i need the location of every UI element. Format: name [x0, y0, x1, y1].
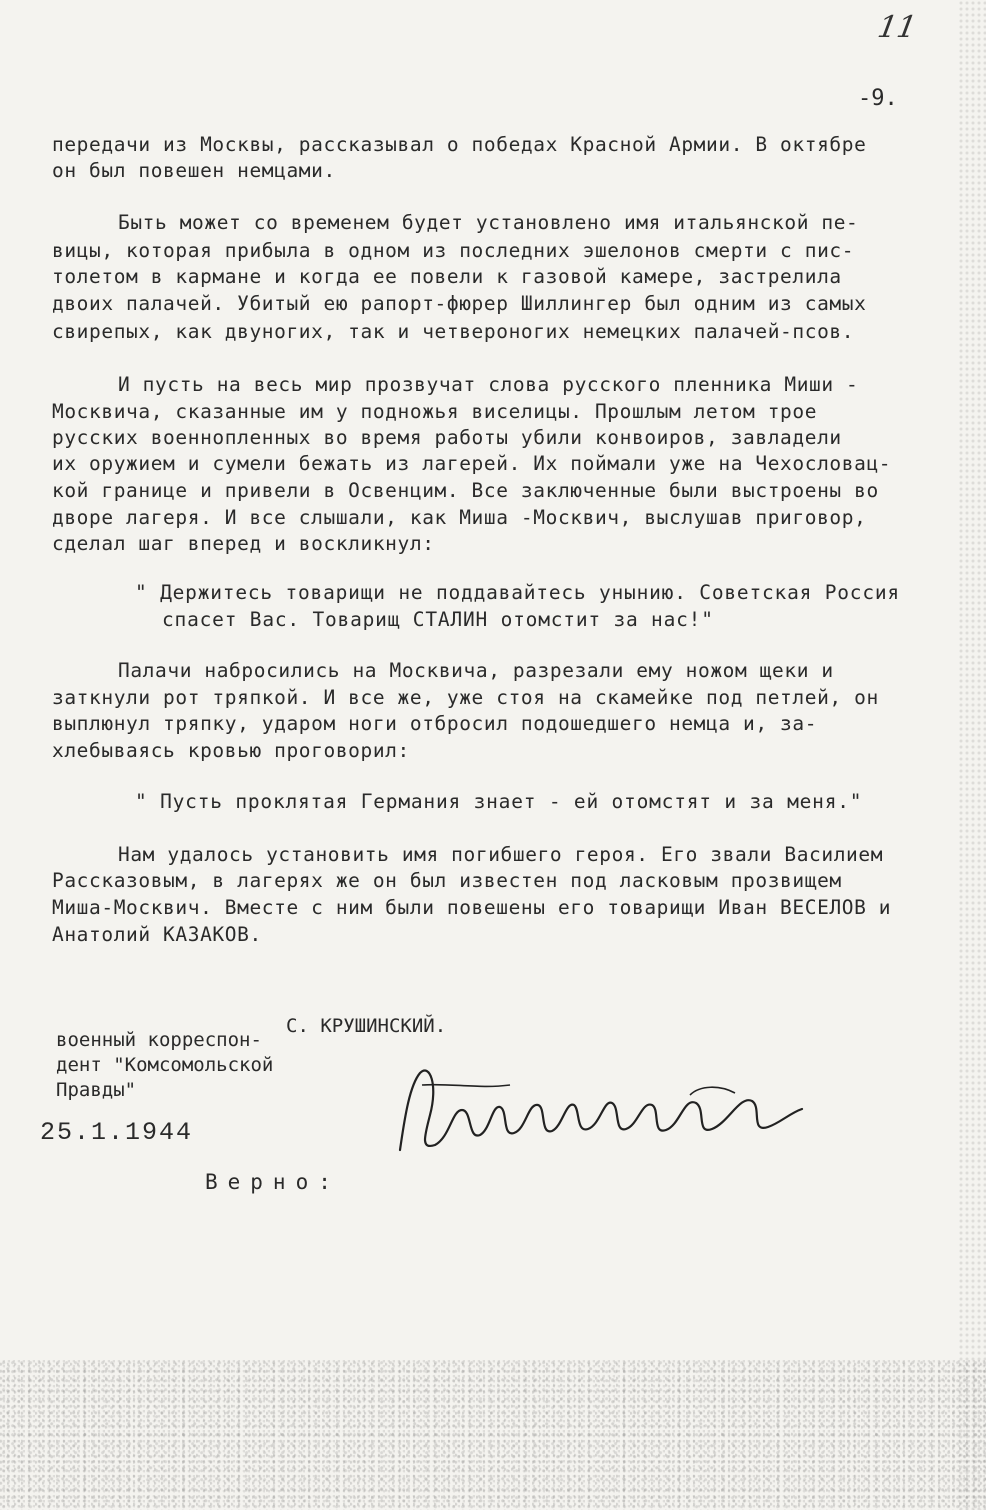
- text-line: двоих палачей. Убитый ею рапорт-фюрер Шиллингер был одним из самых: [52, 292, 867, 315]
- text-line: Миша-Москвич. Вместе с ним были повешены его товарищи Иван ВЕСЕЛОВ и: [52, 896, 892, 919]
- text-line: Рассказовым, в лагерях же он был известен под ласковым прозвищем: [52, 869, 842, 892]
- text-line: Палачи набросились на Москвича, разрезали ему ножом щеки и: [118, 659, 834, 682]
- text-line: Москвича, сказанные им у подножья виселицы. Прошлым летом трое: [52, 400, 818, 423]
- text-line: свирепых, как двуногих, так и четвероногих немецких палачей-псов.: [52, 320, 855, 343]
- scan-bottom-noise: [0, 1360, 986, 1510]
- text-line: Быть может со временем будет установлено имя итальянской пе-: [118, 211, 859, 234]
- author-position-line: военный корреспон-: [56, 1029, 262, 1051]
- text-line: их оружием и сумели бежать из лагерей. Их поймали уже на Чехословац-: [52, 452, 892, 475]
- text-line: вицы, которая прибыла в одном из последних эшелонов смерти с пис-: [52, 239, 855, 262]
- text-line: Нам удалось установить имя погибшего героя. Его звали Василием: [118, 843, 884, 866]
- text-line: он был повешен немцами.: [52, 159, 336, 182]
- text-line: русских военнопленных во время работы убили конвоиров, завладели: [52, 426, 842, 449]
- text-line: хлебываясь кровью проговорил:: [52, 739, 410, 762]
- text-line: дворе лагеря. И все слышали, как Миша -Москвич, выслушав приговор,: [52, 506, 867, 529]
- document-date: 25.1.1944: [40, 1118, 194, 1147]
- text-line: кой границе и привели в Освенцим. Все заключенные были выстроены во: [52, 479, 879, 502]
- handwritten-signature: [390, 1055, 810, 1165]
- quote-line: " Держитесь товарищи не поддавайтесь унынию. Советская Россия: [135, 581, 900, 604]
- text-line: толетом в кармане и когда ее повели к газовой камере, застрелила: [52, 265, 842, 288]
- quote-line: спасет Вас. Товарищ СТАЛИН отомстит за нас!": [162, 608, 714, 631]
- author-position-line: дент "Комсомольской: [56, 1054, 274, 1076]
- certification-label: Верно:: [205, 1170, 341, 1194]
- folio-mark: 11: [874, 10, 920, 45]
- page-number: -9.: [858, 86, 898, 111]
- author-name: С. КРУШИНСКИЙ.: [286, 1015, 447, 1037]
- scan-edge-noise: [958, 0, 986, 1510]
- text-line: выплюнул тряпку, ударом ноги отбросил подошедшего немца и, за-: [52, 712, 818, 735]
- text-line: передачи из Москвы, рассказывал о победах Красной Армии. В октябре: [52, 133, 867, 156]
- author-position-line: Правды": [56, 1079, 137, 1101]
- text-line: заткнули рот тряпкой. И все же, уже стоя на скамейке под петлей, он: [52, 686, 879, 709]
- text-line: сделал шаг вперед и воскликнул:: [52, 532, 435, 555]
- text-line: Анатолий КАЗАКОВ.: [52, 923, 262, 946]
- text-line: И пусть на весь мир прозвучат слова русского пленника Миши -: [118, 373, 859, 396]
- quote-line: " Пусть проклятая Германия знает - ей отомстят и за меня.": [135, 790, 863, 813]
